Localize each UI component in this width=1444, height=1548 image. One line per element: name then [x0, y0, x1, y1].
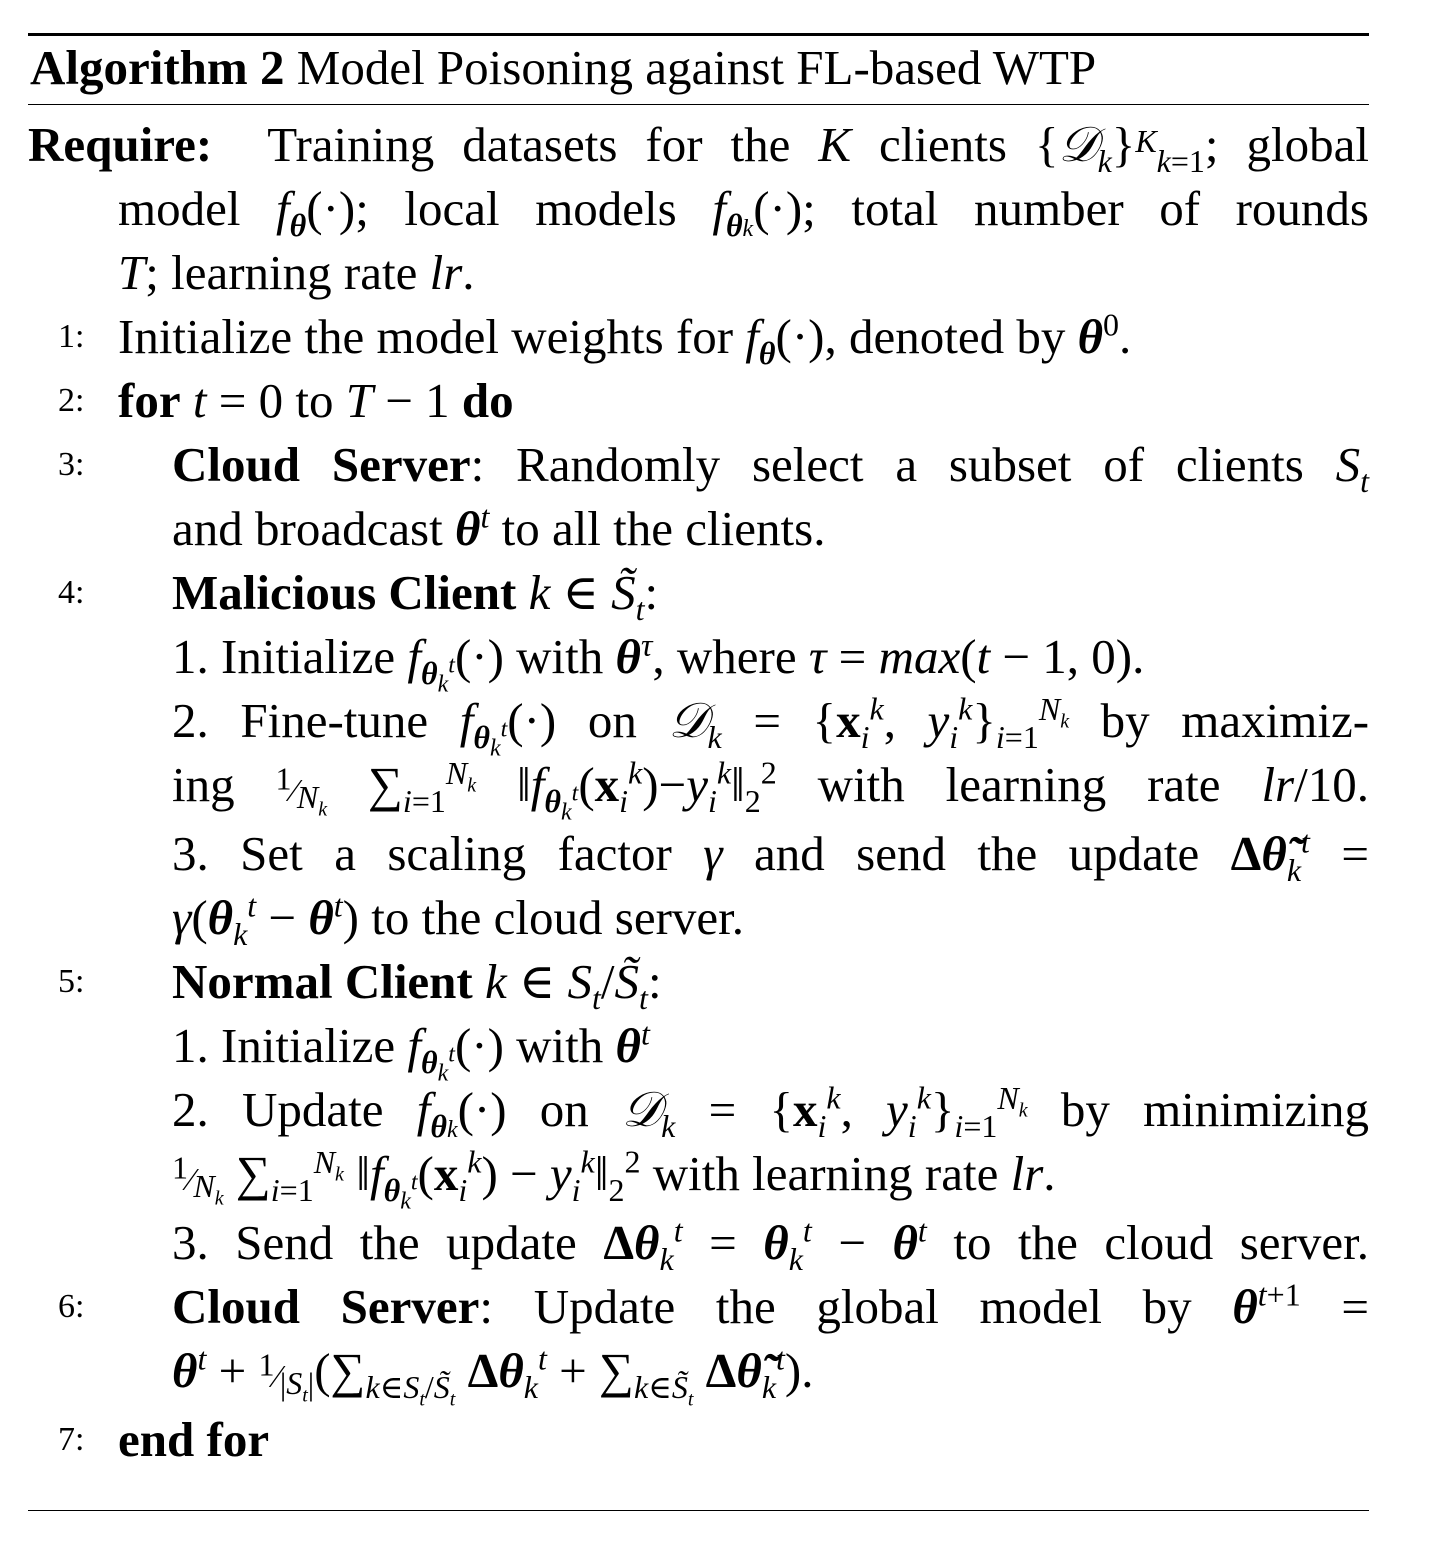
step-6-line-2: $\theta^t$ + $^1⁄_{|S_t|}(\sum_{k\in S_t/S̃_t}$ $\Delta\theta_k^t + \sum_{k\in S̃_t}$ $\Delta\thetã_k^t$).: [172, 1340, 814, 1411]
step-1: 1: Initialize the model weights for $f_\theta(\cdot)$, denoted by $\theta^0$.: [58, 306, 1132, 371]
bottom-rule: [28, 1510, 1369, 1511]
require-label: Require:: [28, 117, 213, 172]
algorithm-title: Model Poisoning against FL-based WTP: [296, 40, 1097, 95]
algorithm-label: Algorithm 2: [30, 40, 285, 95]
step-number: 3:: [58, 446, 85, 483]
cloud-server-keyword: Cloud Server: [172, 1279, 480, 1334]
require-line-1: Require: Training datasets for the K clients $\{𝒟_k\}_{Kk=1}$; global: [28, 117, 1370, 179]
step-3-line-2: and broadcast $\theta^t$ to all the clients.: [172, 498, 826, 556]
step-5-line-2: 1. Initialize $f_{\theta_k^t}(\cdot)$ with $\theta^t$: [172, 1015, 650, 1087]
step-4-line-2: 1. Initialize $f_{\theta_k^t}(\cdot)$ with $\theta^\tau$, where τ = max(t − 1, 0).: [172, 626, 1145, 698]
for-keyword: for: [118, 373, 181, 428]
algorithm-block: [28, 33, 1369, 1472]
step-7: [28, 1408, 1369, 1472]
step-number: 2:: [58, 382, 85, 419]
step-number: 7:: [58, 1421, 85, 1458]
step-number: 6:: [58, 1288, 85, 1325]
step-4-line-3: 2. Fine-tune $f_{\theta_k^t}(\cdot)$ on 𝒟$_k$ = {$x_i^k$, $y_i^k\}_{i=1}^{N_k}$ by maximiz-: [172, 690, 1370, 762]
step-5-line-4: $^1⁄_{N_k}$ $\sum_{i=1}^{N_k}$ $‖f_{\theta_k^t}(x_i^k)$ − $y_i^k‖_2^2$ with learning rate lr.: [172, 1143, 1056, 1215]
step-5-line-5: 3. Send the update $\Delta\theta_k^t = \theta_k^t - \theta^t$ to the cloud server.: [172, 1212, 1369, 1277]
require-line-2: model $f_\theta(\cdot)$; local models $f_{\theta k}(\cdot)$; total number of rounds: [118, 181, 1369, 243]
malicious-client-keyword: Malicious Client: [172, 565, 517, 620]
step-4-line-4: ing $^1⁄_{N_k}$ $\sum_{i=1}^{N_k}$ $‖f_{\theta_k^t}(x_i^k)-y_i^k‖_2^2$ with learning rate lr/10.: [172, 754, 1369, 826]
step-4-line-6: $\gamma(\theta_k^t - \theta^t)$ to the cloud server.: [172, 887, 745, 952]
step-3-line-1: 3: Cloud Server: Randomly select a subset of clients $S_t$: [28, 433, 1369, 497]
step-5-line-3: 2. Update $f_{\theta k}(\cdot)$ on 𝒟$_k$ = {$x_i^k$, $y_i^k\}_{i=1}^{N_k}$ by minimizing: [172, 1079, 1369, 1144]
cloud-server-keyword: Cloud Server: [172, 437, 471, 492]
step-number: 5:: [58, 963, 85, 1000]
normal-client-keyword: Normal Client: [172, 954, 473, 1009]
algorithm-caption: [28, 36, 1369, 104]
step-4-line-1: 4: Malicious Client k ∈ $S̃_t$:: [28, 561, 1369, 625]
do-keyword: do: [461, 373, 514, 428]
step-4-line-5: 3. Set a scaling factor γ and send the update $\Delta\thetã_k^t$ =: [172, 823, 1369, 888]
step-6-line-1: 6: Cloud Server: Update the global model by $\theta^{t+1}$ =: [28, 1275, 1369, 1339]
step-2: 2: for t = 0 to T − 1 do: [28, 369, 1369, 433]
algorithm-body: [28, 105, 1369, 1472]
end-for-keyword: end for: [118, 1412, 270, 1467]
step-number: 1:: [58, 318, 85, 355]
require-line-3: T; learning rate lr.: [118, 245, 475, 300]
step-5-line-1: 5: Normal Client k ∈ $S_t/S̃_t$:: [28, 950, 1369, 1014]
step-number: 4:: [58, 574, 85, 611]
